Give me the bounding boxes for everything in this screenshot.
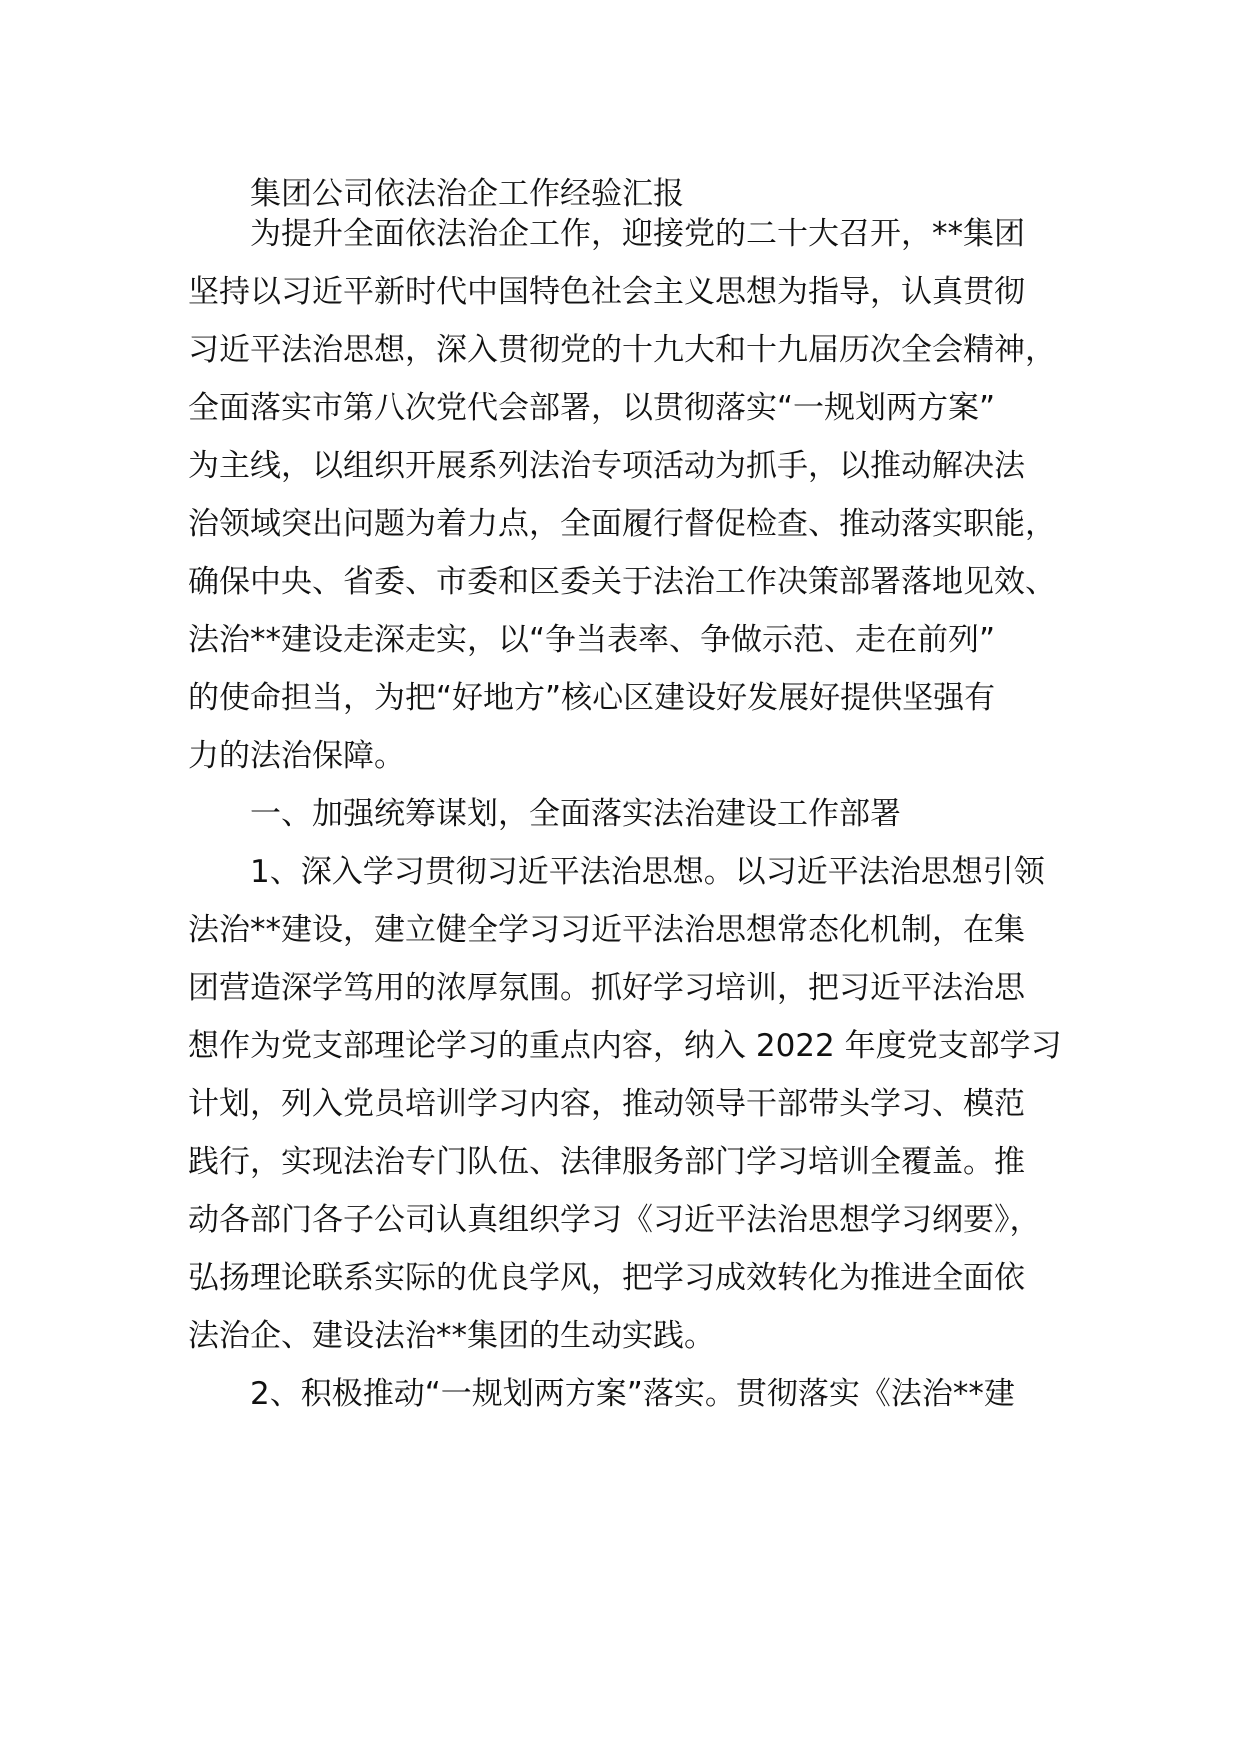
paragraph-line: 坚持以习近平新时代中国特色社会主义思想为指导，认真贯彻 bbox=[188, 274, 1025, 310]
paragraph-line: 动各部门各子公司认真组织学习《习近平法治思想学习纲要》， bbox=[188, 1202, 1041, 1238]
paragraph-line: 计划，列入党员培训学习内容，推动领导干部带头学习、模范 bbox=[188, 1086, 1025, 1122]
paragraph-line: 为主线，以组织开展系列法治专项活动为抓手，以推动解决法 bbox=[188, 448, 1025, 484]
paragraph-line: 1、深入学习贯彻习近平法治思想。以习近平法治思想引领 bbox=[250, 854, 1045, 890]
paragraph-line: 确保中央、省委、市委和区委关于法治工作决策部署落地见效、 bbox=[188, 564, 1056, 600]
paragraph-line: 为提升全面依法治企工作，迎接党的二十大召开，**集团 bbox=[250, 216, 1025, 252]
paragraph-line: 想作为党支部理论学习的重点内容，纳入 2022 年度党支部学习 bbox=[188, 1028, 1062, 1064]
paragraph-line: 法治**建设，建立健全学习习近平法治思想常态化机制，在集 bbox=[188, 912, 1025, 948]
paragraph-line: 2、积极推动“一规划两方案”落实。贯彻落实《法治**建 bbox=[250, 1376, 1015, 1412]
paragraph-line: 法治企、建设法治**集团的生动实践。 bbox=[188, 1318, 715, 1354]
paragraph-line: 力的法治保障。 bbox=[188, 738, 405, 774]
paragraph-line: 的使命担当，为把“好地方”核心区建设好发展好提供坚强有 bbox=[188, 680, 996, 716]
paragraph-line: 弘扬理论联系实际的优良学风，把学习成效转化为推进全面依 bbox=[188, 1260, 1025, 1296]
paragraph-line: 团营造深学笃用的浓厚氛围。抓好学习培训，把习近平法治思 bbox=[188, 970, 1025, 1006]
paragraph-line: 习近平法治思想，深入贯彻党的十九大和十九届历次全会精神， bbox=[188, 332, 1056, 368]
paragraph-line: 法治**建设走深走实，以“争当表率、争做示范、走在前列” bbox=[188, 622, 996, 658]
paragraph-line: 全面落实市第八次党代会部署，以贯彻落实“一规划两方案” bbox=[188, 390, 996, 426]
document-title: 集团公司依法治企工作经验汇报 bbox=[250, 176, 684, 212]
paragraph-line: 践行，实现法治专门队伍、法律服务部门学习培训全覆盖。推 bbox=[188, 1144, 1025, 1180]
section-heading: 一、加强统筹谋划，全面落实法治建设工作部署 bbox=[250, 796, 901, 832]
paragraph-line: 治领域突出问题为着力点，全面履行督促检查、推动落实职能， bbox=[188, 506, 1056, 542]
